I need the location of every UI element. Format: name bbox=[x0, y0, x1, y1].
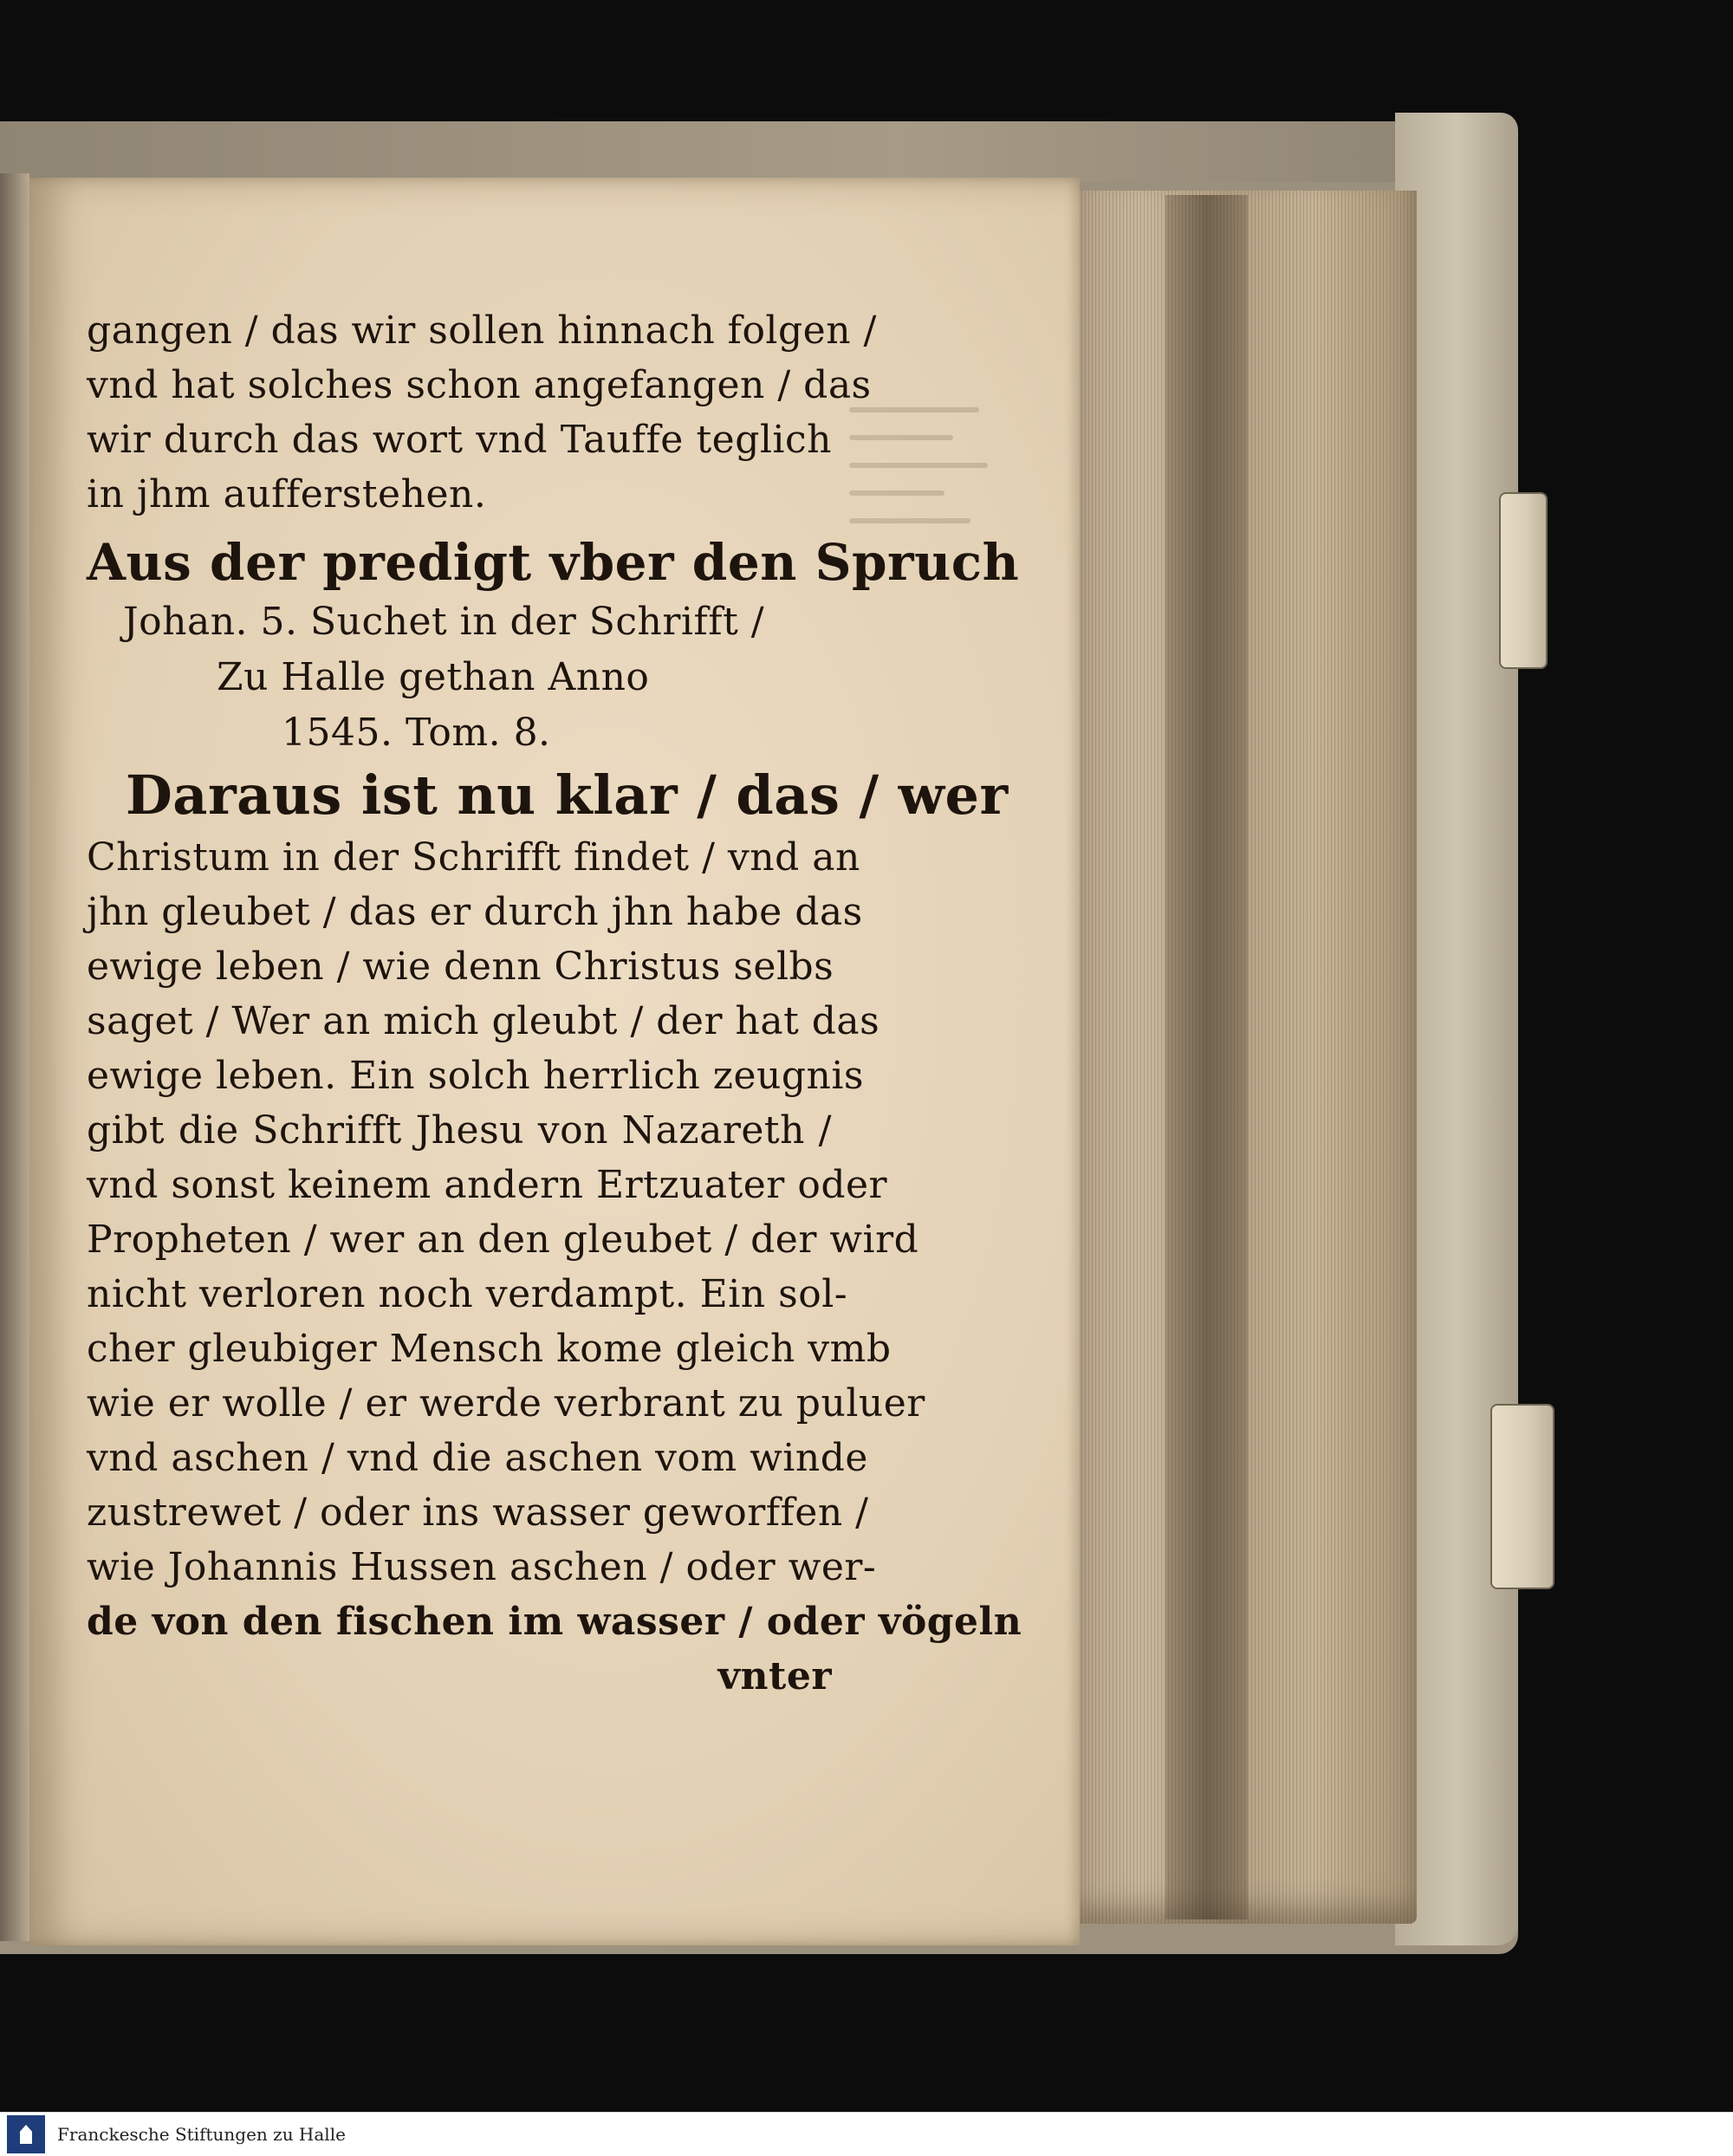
paragraph-opening-line: Daraus ist nu klar / das / wer bbox=[126, 763, 1009, 827]
left-page-gutter bbox=[0, 173, 29, 1941]
attribution-footer bbox=[0, 2112, 1733, 2156]
page-fore-edge-shadow bbox=[1165, 195, 1248, 1919]
text-line: Propheten / wer an den gleubet / der wird bbox=[87, 1218, 919, 1262]
section-subheading-line: Zu Halle gethan Anno bbox=[217, 655, 650, 699]
section-subheading-line: 1545. Tom. 8. bbox=[282, 711, 551, 755]
section-subheading-line: Johan. 5. Suchet in der Schrifft / bbox=[123, 600, 765, 644]
book-clasp-lower bbox=[1490, 1404, 1555, 1589]
franckesche-stiftungen-logo-icon bbox=[7, 2115, 45, 2153]
section-heading: Aus der predigt vber den Spruch bbox=[87, 533, 1020, 592]
text-line: vnd aschen / vnd die aschen vom winde bbox=[87, 1436, 868, 1480]
catchword: vnter bbox=[717, 1654, 832, 1698]
text-line: vnd hat solches schon angefangen / das bbox=[87, 363, 872, 407]
text-line: gangen / das wir sollen hinnach folgen / bbox=[87, 308, 877, 353]
text-line: nicht verloren noch verdampt. Ein sol- bbox=[87, 1272, 848, 1316]
text-line: saget / Wer an mich gleubt / der hat das bbox=[87, 999, 880, 1043]
text-line: gibt die Schrifft Jhesu von Nazareth / bbox=[87, 1108, 832, 1153]
text-line: vnd sonst keinem andern Ertzuater oder bbox=[87, 1163, 888, 1207]
text-line: zustrewet / oder ins wasser geworffen / bbox=[87, 1490, 869, 1535]
book-cover-top-edge bbox=[0, 121, 1499, 182]
text-line: ewige leben. Ein solch herrlich zeugnis bbox=[87, 1054, 864, 1098]
text-line: de von den fischen im wasser / oder vögeln bbox=[87, 1600, 1022, 1644]
text-line: wie Johannis Hussen aschen / oder wer- bbox=[87, 1545, 877, 1589]
text-line: jhn gleubet / das er durch jhn habe das bbox=[87, 890, 863, 934]
text-line: Christum in der Schrifft findet / vnd an bbox=[87, 835, 860, 880]
text-line: wie er wolle / er werde verbrant zu puluer bbox=[87, 1381, 925, 1425]
book-clasp-upper bbox=[1499, 492, 1548, 669]
text-line: ewige leben / wie denn Christus selbs bbox=[87, 945, 834, 989]
text-line: in jhm aufferstehen. bbox=[87, 472, 487, 516]
text-line: wir durch das wort vnd Tauffe teglich bbox=[87, 418, 832, 462]
text-line: cher gleubiger Mensch kome gleich vmb bbox=[87, 1327, 892, 1371]
page-text-block bbox=[87, 303, 1022, 1703]
attribution-text: Franckesche Stiftungen zu Halle bbox=[57, 2124, 346, 2145]
